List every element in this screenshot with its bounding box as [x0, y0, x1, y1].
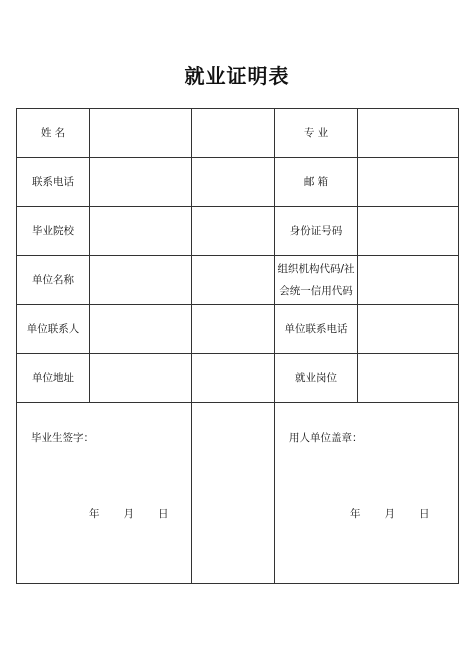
email-value[interactable]: [358, 158, 459, 207]
blank-cell[interactable]: [192, 256, 275, 305]
employer-date-year: 年: [350, 508, 361, 520]
table-row: [17, 354, 459, 403]
table-row: [17, 305, 459, 354]
school-label: 毕业院校: [17, 207, 90, 256]
org-code-label-line1: 组织机构代码/社: [277, 263, 355, 275]
name-value[interactable]: [90, 109, 192, 158]
employer-date: [350, 507, 454, 521]
name-label: 姓 名: [17, 109, 90, 158]
phone-value[interactable]: [90, 158, 192, 207]
org-code-label-line2: 会统一信用代码: [279, 285, 353, 297]
table-row: [17, 109, 459, 158]
blank-cell[interactable]: [192, 403, 275, 584]
table-row: [17, 158, 459, 207]
id-number-value[interactable]: [358, 207, 459, 256]
blank-cell[interactable]: [192, 305, 275, 354]
phone-label: 联系电话: [17, 158, 90, 207]
major-value[interactable]: [358, 109, 459, 158]
graduate-signature-cell[interactable]: [17, 403, 192, 584]
address-label: 单位地址: [17, 354, 90, 403]
contact-person-label: 单位联系人: [17, 305, 90, 354]
employer-date-month: 月: [384, 508, 395, 520]
employer-seal-label: 用人单位盖章：: [289, 432, 363, 444]
graduate-date: [89, 507, 193, 521]
contact-person-value[interactable]: [90, 305, 192, 354]
email-label: 邮 箱: [275, 158, 358, 207]
org-code-label: [275, 256, 358, 305]
blank-cell[interactable]: [192, 109, 275, 158]
company-phone-value[interactable]: [358, 305, 459, 354]
graduate-date-day: 日: [158, 508, 169, 520]
org-code-value[interactable]: [358, 256, 459, 305]
page-title: 就业证明表: [184, 64, 290, 88]
employment-form-table: [16, 108, 459, 584]
blank-cell[interactable]: [192, 354, 275, 403]
position-label: 就业岗位: [275, 354, 358, 403]
table-row: [17, 256, 459, 305]
graduate-signature-label: 毕业生签字：: [31, 432, 94, 444]
table-row: [17, 207, 459, 256]
major-label: 专 业: [275, 109, 358, 158]
address-value[interactable]: [90, 354, 192, 403]
blank-cell[interactable]: [192, 207, 275, 256]
school-value[interactable]: [90, 207, 192, 256]
employer-seal-cell[interactable]: [275, 403, 459, 584]
graduate-date-month: 月: [123, 508, 134, 520]
blank-cell[interactable]: [192, 158, 275, 207]
company-phone-label: 单位联系电话: [275, 305, 358, 354]
graduate-date-year: 年: [89, 508, 100, 520]
position-value[interactable]: [358, 354, 459, 403]
employer-date-day: 日: [419, 508, 430, 520]
signature-row: [17, 403, 459, 584]
id-number-label: 身份证号码: [275, 207, 358, 256]
company-label: 单位名称: [17, 256, 90, 305]
company-value[interactable]: [90, 256, 192, 305]
